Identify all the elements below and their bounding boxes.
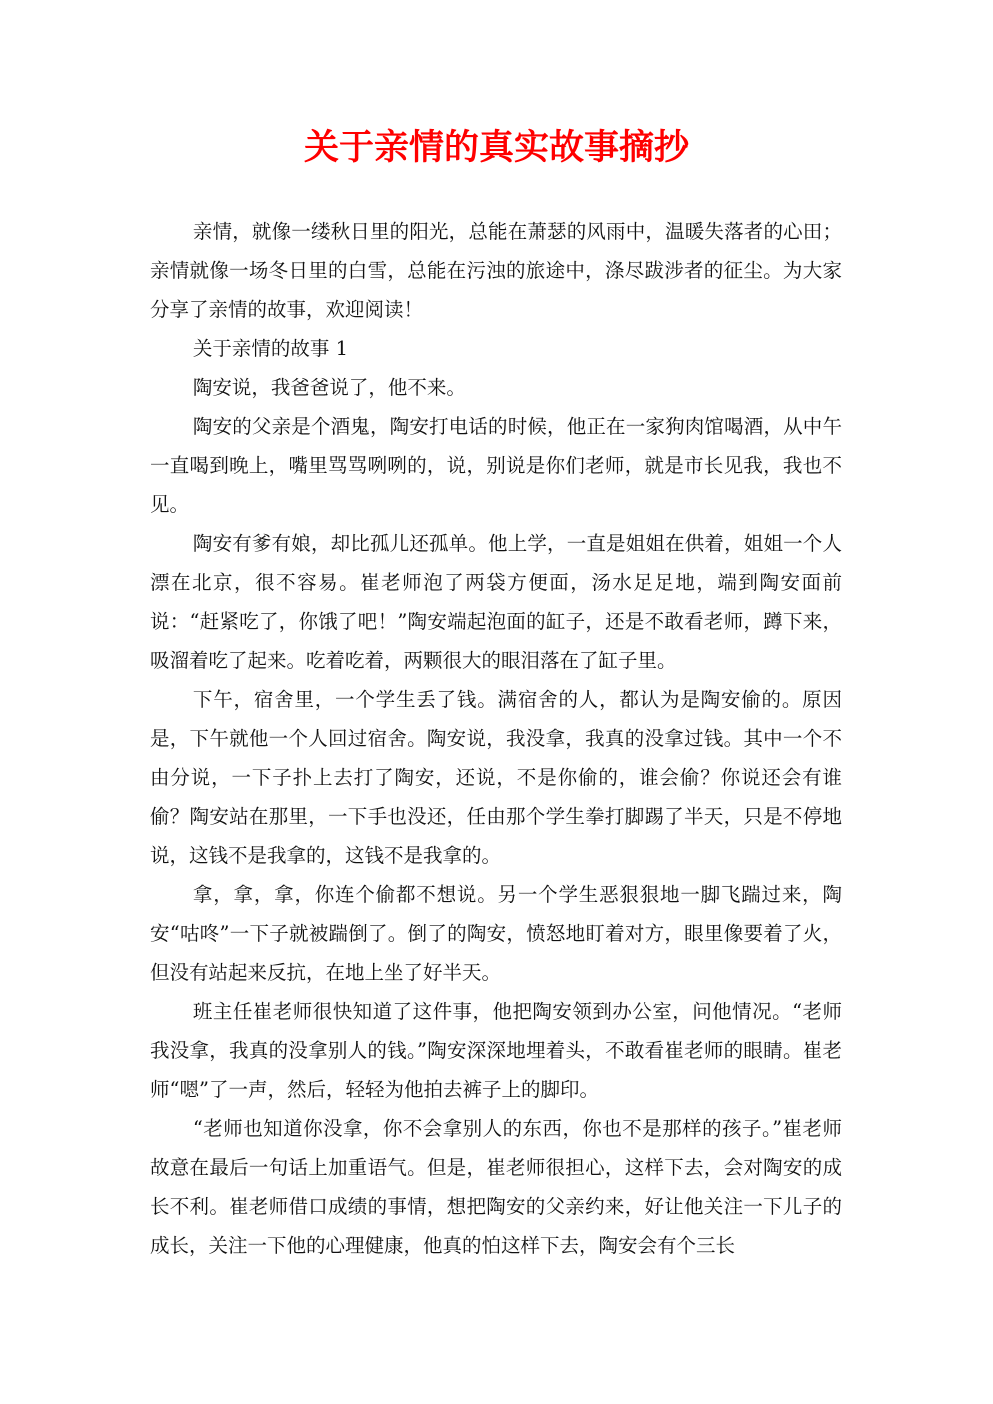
paragraph: “老师也知道你没拿，你不会拿别人的东西，你也不是那样的孩子。”崔老师故意在最后一句话上加重语气。但是，崔老师很担心，这样下去，会对陶安的成长不利。崔老师借口成绩的事情，想把陶安的父亲约来，好让他关注一下儿子的成长，关注一下他的心理健康，他真的怕这样下去，陶安会有个三长	[150, 1117, 842, 1257]
section-heading: 关于亲情的故事 1	[192, 337, 348, 360]
paragraph: 陶安的父亲是个酒鬼，陶安打电话的时候，他正在一家狗肉馆喝酒，从中午一直喝到晚上，嘴里骂骂咧咧的，说，别说是你们老师，就是市长见我，我也不见。	[150, 415, 842, 516]
paragraph: 下午，宿舍里，一个学生丢了钱。满宿舍的人，都认为是陶安偷的。原因是，下午就他一个人回过宿舍。陶安说，我没拿，我真的没拿过钱。其中一个不由分说，一下子扑上去打了陶安，还说，不是你偷的，谁会偷？你说还会有谁偷？陶安站在那里，一下手也没还，任由那个学生拳打脚踢了半天，只是不停地说，这钱不是我拿的，这钱不是我拿的。	[150, 688, 842, 867]
document-title: 关于亲情的真实故事摘抄	[303, 128, 689, 168]
paragraph: 班主任崔老师很快知道了这件事，他把陶安领到办公室，问他情况。“老师我没拿，我真的没拿别人的钱。”陶安深深地埋着头，不敢看崔老师的眼睛。崔老师“嗯”了一声，然后，轻轻为他拍去裤子上的脚印。	[150, 1000, 842, 1101]
paragraph-intro: 亲情，就像一缕秋日里的阳光，总能在萧瑟的风雨中，温暖失落者的心田；亲情就像一场冬日里的白雪，总能在污浊的旅途中，涤尽跋涉者的征尘。为大家分享了亲情的故事，欢迎阅读！	[150, 220, 842, 321]
paragraph: 拿，拿，拿，你连个偷都不想说。另一个学生恶狠狠地一脚飞踹过来，陶安“咕咚”一下子就被踹倒了。倒了的陶安，愤怒地盯着对方，眼里像要着了火，但没有站起来反抗，在地上坐了好半天。	[150, 883, 842, 984]
paragraph: 陶安有爹有娘，却比孤儿还孤单。他上学，一直是姐姐在供着，姐姐一个人漂在北京，很不容易。崔老师泡了两袋方便面，汤水足足地，端到陶安面前说：“赶紧吃了，你饿了吧！”陶安端起泡面的缸子，还是不敢看老师，蹲下来，吸溜着吃了起来。吃着吃着，两颗很大的眼泪落在了缸子里。	[150, 532, 842, 672]
document-body	[150, 212, 842, 1265]
paragraph: 陶安说，我爸爸说了，他不来。	[192, 376, 466, 399]
